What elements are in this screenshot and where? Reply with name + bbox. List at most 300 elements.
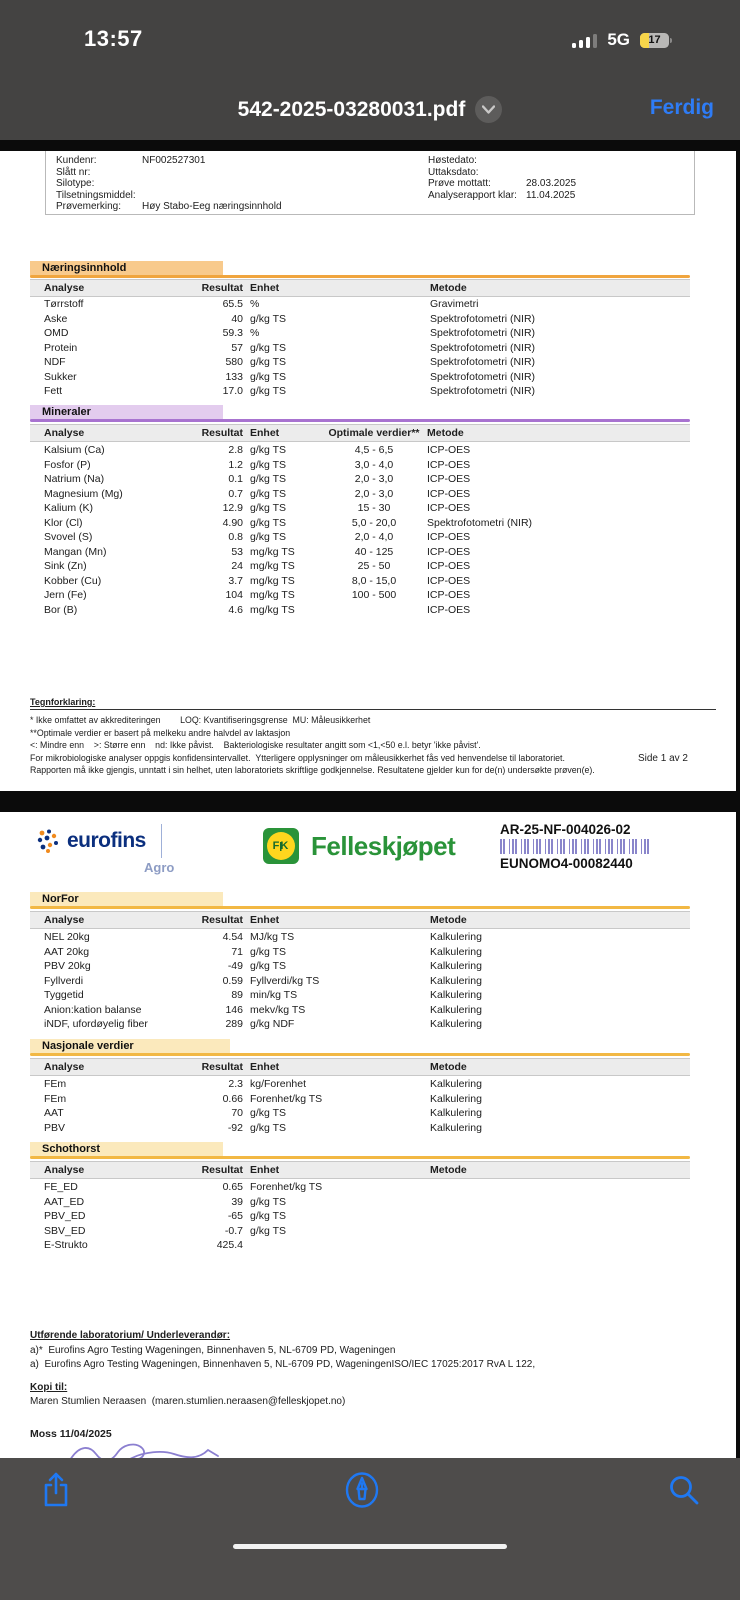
table-row — [30, 739, 690, 752]
table-cell: 8,0 - 15,0 — [351, 574, 397, 587]
section-rule — [30, 275, 690, 278]
table-cell: Kundenr: — [56, 155, 97, 166]
table-cell: Forenhet/kg TS — [250, 1092, 323, 1105]
table-row — [30, 1077, 690, 1092]
table-cell: Spektrofotometri (NIR) — [430, 356, 536, 369]
signature — [66, 1440, 236, 1458]
pdf-page-2[interactable] — [0, 812, 736, 1458]
table-row — [30, 1121, 690, 1136]
lab-lines — [30, 1344, 710, 1372]
table-cell: Analyse — [44, 1061, 85, 1073]
table-cell: Spektrofotometri (NIR) — [430, 341, 536, 354]
table-row — [30, 326, 690, 341]
table-cell: PBV — [44, 1121, 66, 1134]
table-cell: 28.03.2025 — [526, 178, 577, 190]
table-cell: g/kg NDF — [250, 1018, 295, 1031]
table-cell: Natrium (Na) — [44, 473, 105, 486]
table-cell: 89 — [231, 989, 243, 1002]
felleskjopet-wordmark: Felleskjøpet — [311, 830, 456, 861]
table-cell: AAT 20kg — [44, 945, 90, 958]
table-cell: Uttaksdato: — [428, 166, 479, 178]
sample-info-left — [56, 155, 386, 213]
table-cell: Fyllverdi — [44, 974, 84, 987]
table-cell: 2.8 — [228, 444, 243, 457]
table-cell: 4.54 — [222, 931, 243, 944]
table-cell: Kalkulering — [430, 1121, 482, 1134]
table-cell: ICP-OES — [427, 560, 471, 573]
table-cell: a) Eurofins Agro Testing Wageningen, Binnenhaven 5, NL-6709 PD, WageningenISO/IEC 17025:2017 RvA L 122, — [30, 1359, 536, 1370]
table-row — [30, 545, 690, 560]
table-cell: Kalkulering — [430, 974, 482, 987]
table-row — [30, 911, 690, 929]
table-row — [56, 178, 386, 190]
table-cell: OMD — [44, 327, 69, 340]
table-row — [30, 279, 690, 297]
table-row — [30, 588, 690, 603]
table-cell: g/kg TS — [250, 516, 286, 529]
table-cell: SBV_ED — [44, 1224, 86, 1237]
table-cell: 0.1 — [228, 473, 243, 486]
table-cell: Høy Stabo-Eeg næringsinnhold — [142, 201, 282, 213]
table-row — [30, 603, 690, 618]
table-cell: a)* Eurofins Agro Testing Wageningen, Binnenhaven 5, NL-6709 PD, Wageningen — [30, 1345, 396, 1356]
table-cell: Kalkulering — [430, 945, 482, 958]
table-row — [30, 765, 630, 777]
table-cell: 104 — [225, 589, 243, 602]
barcode — [500, 839, 650, 854]
table-cell: Silotype: — [56, 178, 95, 190]
table-cell: Fosfor (P) — [44, 458, 91, 471]
page-number-label: Side 1 av 2 — [637, 753, 688, 764]
table-cell: Anion:kation balanse — [44, 1003, 142, 1016]
table-cell: Enhet — [250, 282, 280, 294]
table-cell: mekv/kg TS — [250, 1003, 306, 1016]
table-cell: mg/kg TS — [250, 545, 295, 558]
table-cell — [526, 155, 678, 167]
table-cell: -65 — [227, 1210, 243, 1223]
table-cell: ICP-OES — [427, 531, 471, 544]
logo-divider — [161, 824, 163, 858]
table-cell: ICP-OES — [427, 487, 471, 500]
table-cell: Prøve mottatt: — [428, 178, 491, 190]
table-cell: Forenhet/kg TS — [250, 1181, 323, 1194]
norfor-table — [30, 930, 690, 1032]
report-number: AR-25-NF-004026-02 — [500, 822, 631, 837]
table-cell: Analyse — [44, 427, 85, 439]
table-cell: AAT — [44, 1107, 64, 1120]
copy-to-heading: Kopi til: — [30, 1382, 68, 1393]
table-cell: 17.0 — [222, 385, 243, 398]
page-separator — [0, 140, 740, 151]
table-cell: 25 - 50 — [357, 560, 391, 573]
table-row — [428, 167, 678, 179]
table-cell: NDF — [44, 356, 66, 369]
table-cell: 2.3 — [228, 1078, 243, 1091]
copy-to-line: Maren Stumlien Neraasen (maren.stumlien.neraasen@felleskjopet.no) — [30, 1396, 346, 1407]
table-cell: MJ/kg TS — [250, 931, 295, 944]
table-cell: ICP-OES — [427, 473, 471, 486]
table-cell: Kalium (K) — [44, 502, 94, 515]
table-cell: 24 — [231, 560, 243, 573]
table-cell: Kalkulering — [430, 1078, 482, 1091]
table-cell: 580 — [225, 356, 243, 369]
table-cell: FE_ED — [44, 1181, 78, 1194]
bottom-toolbar — [0, 1458, 740, 1600]
table-cell: g/kg TS — [250, 356, 286, 369]
table-row — [30, 458, 690, 473]
table-cell: mg/kg TS — [250, 589, 295, 602]
table-cell: -0.7 — [224, 1224, 243, 1237]
table-cell: 0.65 — [222, 1181, 243, 1194]
section-rule — [30, 419, 690, 422]
table-cell: AAT_ED — [44, 1195, 85, 1208]
footer-lines — [30, 753, 630, 776]
battery-percent: 17 — [648, 34, 661, 46]
table-cell: mg/kg TS — [250, 574, 295, 587]
table-row — [30, 1195, 690, 1210]
table-row — [30, 930, 690, 945]
section-rule — [30, 1053, 690, 1056]
table-row — [30, 574, 690, 589]
table-row — [30, 443, 690, 458]
table-cell: -49 — [227, 960, 243, 973]
table-cell: Analyse — [44, 914, 85, 926]
table-cell: kg/Forenhet — [250, 1078, 307, 1091]
table-cell: 0.59 — [222, 974, 243, 987]
signal-strength-icon — [572, 33, 598, 48]
table-cell: Spektrofotometri (NIR) — [430, 370, 536, 383]
table-cell: Spektrofotometri (NIR) — [430, 327, 536, 340]
table-row — [30, 472, 690, 487]
table-cell: <: Mindre enn >: Større enn nd: Ikke påvist. Bakteriologiske resultater angitt som <1,<50 e.l. betyr 'ikke påvist'. — [30, 740, 481, 750]
table-cell: Resultat — [201, 282, 243, 294]
table-row — [30, 516, 690, 531]
table-row — [30, 753, 630, 765]
schothorst-table-header — [30, 1161, 690, 1179]
page-separator — [0, 791, 740, 812]
table-row — [30, 1180, 690, 1195]
table-row — [428, 178, 678, 190]
table-cell: 1.2 — [228, 458, 243, 471]
table-cell: g/kg TS — [250, 1121, 286, 1134]
table-cell: 5,0 - 20,0 — [351, 516, 397, 529]
table-cell: 57 — [231, 341, 243, 354]
table-cell: 2,0 - 4,0 — [354, 531, 394, 544]
table-row — [30, 530, 690, 545]
table-row — [30, 312, 690, 327]
table-cell: NF002527301 — [142, 155, 206, 166]
table-cell: Bor (B) — [44, 603, 78, 616]
network-type-label: 5G — [607, 30, 630, 49]
table-cell: 0.7 — [228, 487, 243, 500]
sample-info-table — [45, 151, 695, 215]
nasjonale-table — [30, 1077, 690, 1135]
eurofins-dots-icon — [36, 828, 60, 854]
table-cell: Resultat — [201, 427, 243, 439]
table-cell: Resultat — [201, 1061, 243, 1073]
table-cell: 0.66 — [222, 1092, 243, 1105]
table-cell: Kobber (Cu) — [44, 574, 102, 587]
table-cell: 11.04.2025 — [526, 189, 576, 201]
section-title-norfor: NorFor — [30, 892, 223, 907]
naering-table-header — [30, 279, 690, 297]
legend-rule — [30, 709, 716, 710]
table-cell: Analyse — [44, 1164, 85, 1176]
table-cell: Kalkulering — [430, 931, 482, 944]
table-cell: g/kg TS — [250, 385, 286, 398]
table-cell: 40 — [231, 312, 243, 325]
legend-lines — [30, 714, 690, 752]
table-cell: Rapporten må ikke gjengis, unntatt i sin helhet, uten laboratoriets skriftlige godkjennelse. Resultatene gjelder kun for de(n) undersøkte prøven(e). — [30, 764, 595, 775]
table-row — [428, 155, 678, 167]
table-row — [30, 297, 690, 312]
table-cell: Spektrofotometri (NIR) — [430, 312, 536, 325]
table-cell: g/kg TS — [250, 458, 286, 471]
table-cell: g/kg TS — [250, 444, 286, 457]
table-cell: Prøvemerking: — [56, 201, 122, 213]
markup-pen-icon — [342, 1470, 382, 1510]
table-cell: 70 — [231, 1107, 243, 1120]
table-row — [30, 945, 690, 960]
table-cell: Optimale verdier** — [328, 427, 420, 439]
section-title-mineraler: Mineraler — [30, 405, 223, 420]
table-cell: 0.8 — [228, 531, 243, 544]
table-cell: FEm — [44, 1092, 67, 1105]
table-cell: ICP-OES — [427, 574, 471, 587]
felleskjopet-monogram: FK — [272, 840, 290, 852]
table-row — [30, 559, 690, 574]
table-cell: Enhet — [250, 914, 280, 926]
nasjonale-table-header — [30, 1058, 690, 1076]
lab-heading: Utførende laboratorium/ Underleverandør: — [30, 1330, 231, 1341]
table-cell: Metode — [430, 1061, 467, 1073]
table-row — [30, 959, 690, 974]
table-row — [30, 1344, 710, 1358]
table-row — [30, 1209, 690, 1224]
schothorst-table — [30, 1180, 690, 1253]
table-row — [30, 501, 690, 516]
table-cell: Kalkulering — [430, 1018, 482, 1031]
table-row — [30, 714, 690, 727]
table-row — [30, 1017, 690, 1032]
table-cell: 15 - 30 — [357, 502, 391, 515]
table-cell: Protein — [44, 341, 78, 354]
table-cell: 2,0 - 3,0 — [354, 487, 394, 500]
legend-heading: Tegnforklaring: — [30, 697, 96, 707]
table-cell: ICP-OES — [427, 502, 471, 515]
home-indicator[interactable] — [233, 1544, 507, 1549]
table-cell: g/kg TS — [250, 487, 286, 500]
table-cell: 12.9 — [222, 502, 243, 515]
table-cell: Analyse — [44, 282, 85, 294]
table-row — [30, 487, 690, 502]
felleskjopet-logo — [263, 828, 455, 864]
table-row — [30, 1238, 690, 1253]
table-cell: Kalkulering — [430, 989, 482, 1002]
table-cell: * Ikke omfattet av akkrediteringen LOQ: Kvantifiseringsgrense MU: Måleusikkerhet — [30, 715, 371, 725]
table-cell: Tørrstoff — [44, 298, 84, 311]
table-cell — [526, 167, 678, 179]
table-row — [428, 190, 678, 202]
section-rule — [30, 906, 690, 909]
naering-table — [30, 297, 690, 399]
mineraler-table-header — [30, 424, 690, 442]
clock: 13:57 — [84, 26, 143, 51]
table-cell: Gravimetri — [430, 298, 479, 311]
table-cell: Kalkulering — [430, 1107, 482, 1120]
section-rule — [30, 1156, 690, 1159]
table-cell: Mangan (Mn) — [44, 545, 107, 558]
table-cell: g/kg TS — [250, 502, 286, 515]
table-cell: PBV 20kg — [44, 960, 91, 973]
table-row — [30, 1161, 690, 1179]
table-cell: g/kg TS — [250, 473, 286, 486]
table-cell: NEL 20kg — [44, 931, 90, 944]
table-cell: g/kg TS — [250, 370, 286, 383]
table-cell — [142, 167, 386, 179]
markup-button[interactable] — [340, 1468, 384, 1512]
share-button[interactable] — [34, 1468, 78, 1512]
table-cell: Fyllverdi/kg TS — [250, 974, 320, 987]
table-cell: 2,0 - 3,0 — [354, 473, 394, 486]
table-cell: min/kg TS — [250, 989, 298, 1002]
table-cell: Metode — [430, 1164, 467, 1176]
title-menu-button[interactable] — [475, 96, 502, 123]
table-cell: Tilsetningsmiddel: — [56, 189, 136, 201]
table-cell: Enhet — [250, 1164, 280, 1176]
table-row — [30, 341, 690, 356]
table-row — [30, 355, 690, 370]
table-cell: ICP-OES — [427, 589, 471, 602]
table-cell: 4,5 - 6,5 — [354, 444, 394, 457]
table-cell: g/kg TS — [250, 341, 286, 354]
table-cell: FEm — [44, 1078, 67, 1091]
table-cell: 100 - 500 — [351, 589, 397, 602]
pdf-page-1[interactable] — [0, 151, 736, 791]
table-row — [30, 384, 690, 399]
table-cell — [142, 190, 386, 202]
table-cell: g/kg TS — [250, 531, 286, 544]
table-cell: Aske — [44, 312, 68, 325]
search-button[interactable] — [662, 1468, 706, 1512]
table-row — [30, 1003, 690, 1018]
table-cell: iNDF, ufordøyelig fiber — [44, 1018, 148, 1031]
document-title: 542-2025-03280031.pdf — [237, 97, 466, 121]
table-cell: Klor (Cl) — [44, 516, 83, 529]
table-cell: Resultat — [201, 1164, 243, 1176]
eurofins-wordmark: eurofins — [67, 829, 146, 852]
table-cell: ICP-OES — [427, 458, 471, 471]
section-title-schothorst: Schothorst — [30, 1142, 223, 1157]
share-icon — [41, 1471, 71, 1509]
eurofins-division-label: Agro — [144, 860, 175, 875]
mineraler-table — [30, 443, 690, 617]
table-cell: 4.90 — [222, 516, 243, 529]
table-cell: 3.7 — [228, 574, 243, 587]
table-cell: ICP-OES — [427, 603, 471, 616]
table-cell: 53 — [231, 545, 243, 558]
table-row — [56, 167, 386, 179]
table-cell: For mikrobiologiske analyser oppgis konfidensintervallet. Ytterligere opplysninger om måleusikkerhet fås ved henvendelse til laboratoriet. — [30, 753, 565, 763]
table-cell: PBV_ED — [44, 1210, 86, 1223]
table-cell: 146 — [225, 1003, 243, 1016]
table-cell: Sink (Zn) — [44, 560, 87, 573]
table-cell: mg/kg TS — [250, 560, 295, 573]
table-row — [56, 201, 386, 213]
table-row — [30, 1092, 690, 1107]
table-cell: Sukker — [44, 370, 77, 383]
table-cell: 289 — [225, 1018, 243, 1031]
table-cell: Magnesium (Mg) — [44, 487, 123, 500]
table-cell: 59.3 — [222, 327, 243, 340]
search-icon — [667, 1473, 701, 1507]
table-cell: ICP-OES — [427, 545, 471, 558]
table-row — [56, 155, 386, 167]
table-cell: g/kg TS — [250, 312, 286, 325]
table-row — [30, 370, 690, 385]
table-cell: Svovel (S) — [44, 531, 93, 544]
table-cell: 65.5 — [222, 298, 243, 311]
table-row — [30, 974, 690, 989]
report-code: EUNOMO4-00082440 — [500, 856, 633, 871]
table-cell: 425.4 — [216, 1239, 243, 1252]
table-cell: g/kg TS — [250, 1107, 286, 1120]
battery-icon — [640, 33, 669, 48]
table-cell: E-Strukto — [44, 1239, 88, 1252]
table-cell: Høstedato: — [428, 155, 477, 166]
table-cell: g/kg TS — [250, 945, 286, 958]
table-cell: 39 — [231, 1195, 243, 1208]
table-cell: Kalsium (Ca) — [44, 444, 105, 457]
table-cell: ICP-OES — [427, 444, 471, 457]
table-row — [30, 727, 690, 740]
section-title-naeringsinnhold: Næringsinnhold — [30, 261, 223, 276]
table-row — [30, 1224, 690, 1239]
table-cell: 133 — [225, 370, 243, 383]
battery-nub — [670, 38, 672, 43]
table-row — [30, 424, 690, 442]
table-cell: Resultat — [201, 914, 243, 926]
table-cell: **Optimale verdier er basert på melkeku andre halvdel av laktasjon — [30, 727, 291, 738]
table-row — [30, 988, 690, 1003]
table-cell: Metode — [430, 914, 467, 926]
table-cell: mg/kg TS — [250, 603, 295, 616]
table-cell: Enhet — [250, 1061, 280, 1073]
done-button[interactable]: Ferdig — [649, 96, 714, 119]
section-title-nasjonale: Nasjonale verdier — [30, 1039, 230, 1054]
chevron-down-icon — [482, 105, 495, 114]
sample-info-right — [428, 155, 678, 201]
table-cell: Fett — [44, 385, 63, 398]
table-row — [30, 1058, 690, 1076]
table-cell: 71 — [231, 945, 243, 958]
table-cell: g/kg TS — [250, 1195, 286, 1208]
table-row — [30, 1106, 690, 1121]
table-cell: % — [250, 327, 260, 340]
table-cell: Tyggetid — [44, 989, 84, 1002]
table-cell: g/kg TS — [250, 1224, 286, 1237]
table-cell: g/kg TS — [250, 960, 286, 973]
table-cell: Kalkulering — [430, 960, 482, 973]
table-cell: Slått nr: — [56, 166, 91, 178]
table-cell: Metode — [427, 427, 464, 439]
table-cell: Kalkulering — [430, 1092, 482, 1105]
table-cell: g/kg TS — [250, 1210, 286, 1223]
table-row — [56, 190, 386, 202]
table-cell: Spektrofotometri (NIR) — [427, 516, 533, 529]
table-row — [30, 1358, 710, 1372]
table-cell: Enhet — [250, 427, 280, 439]
